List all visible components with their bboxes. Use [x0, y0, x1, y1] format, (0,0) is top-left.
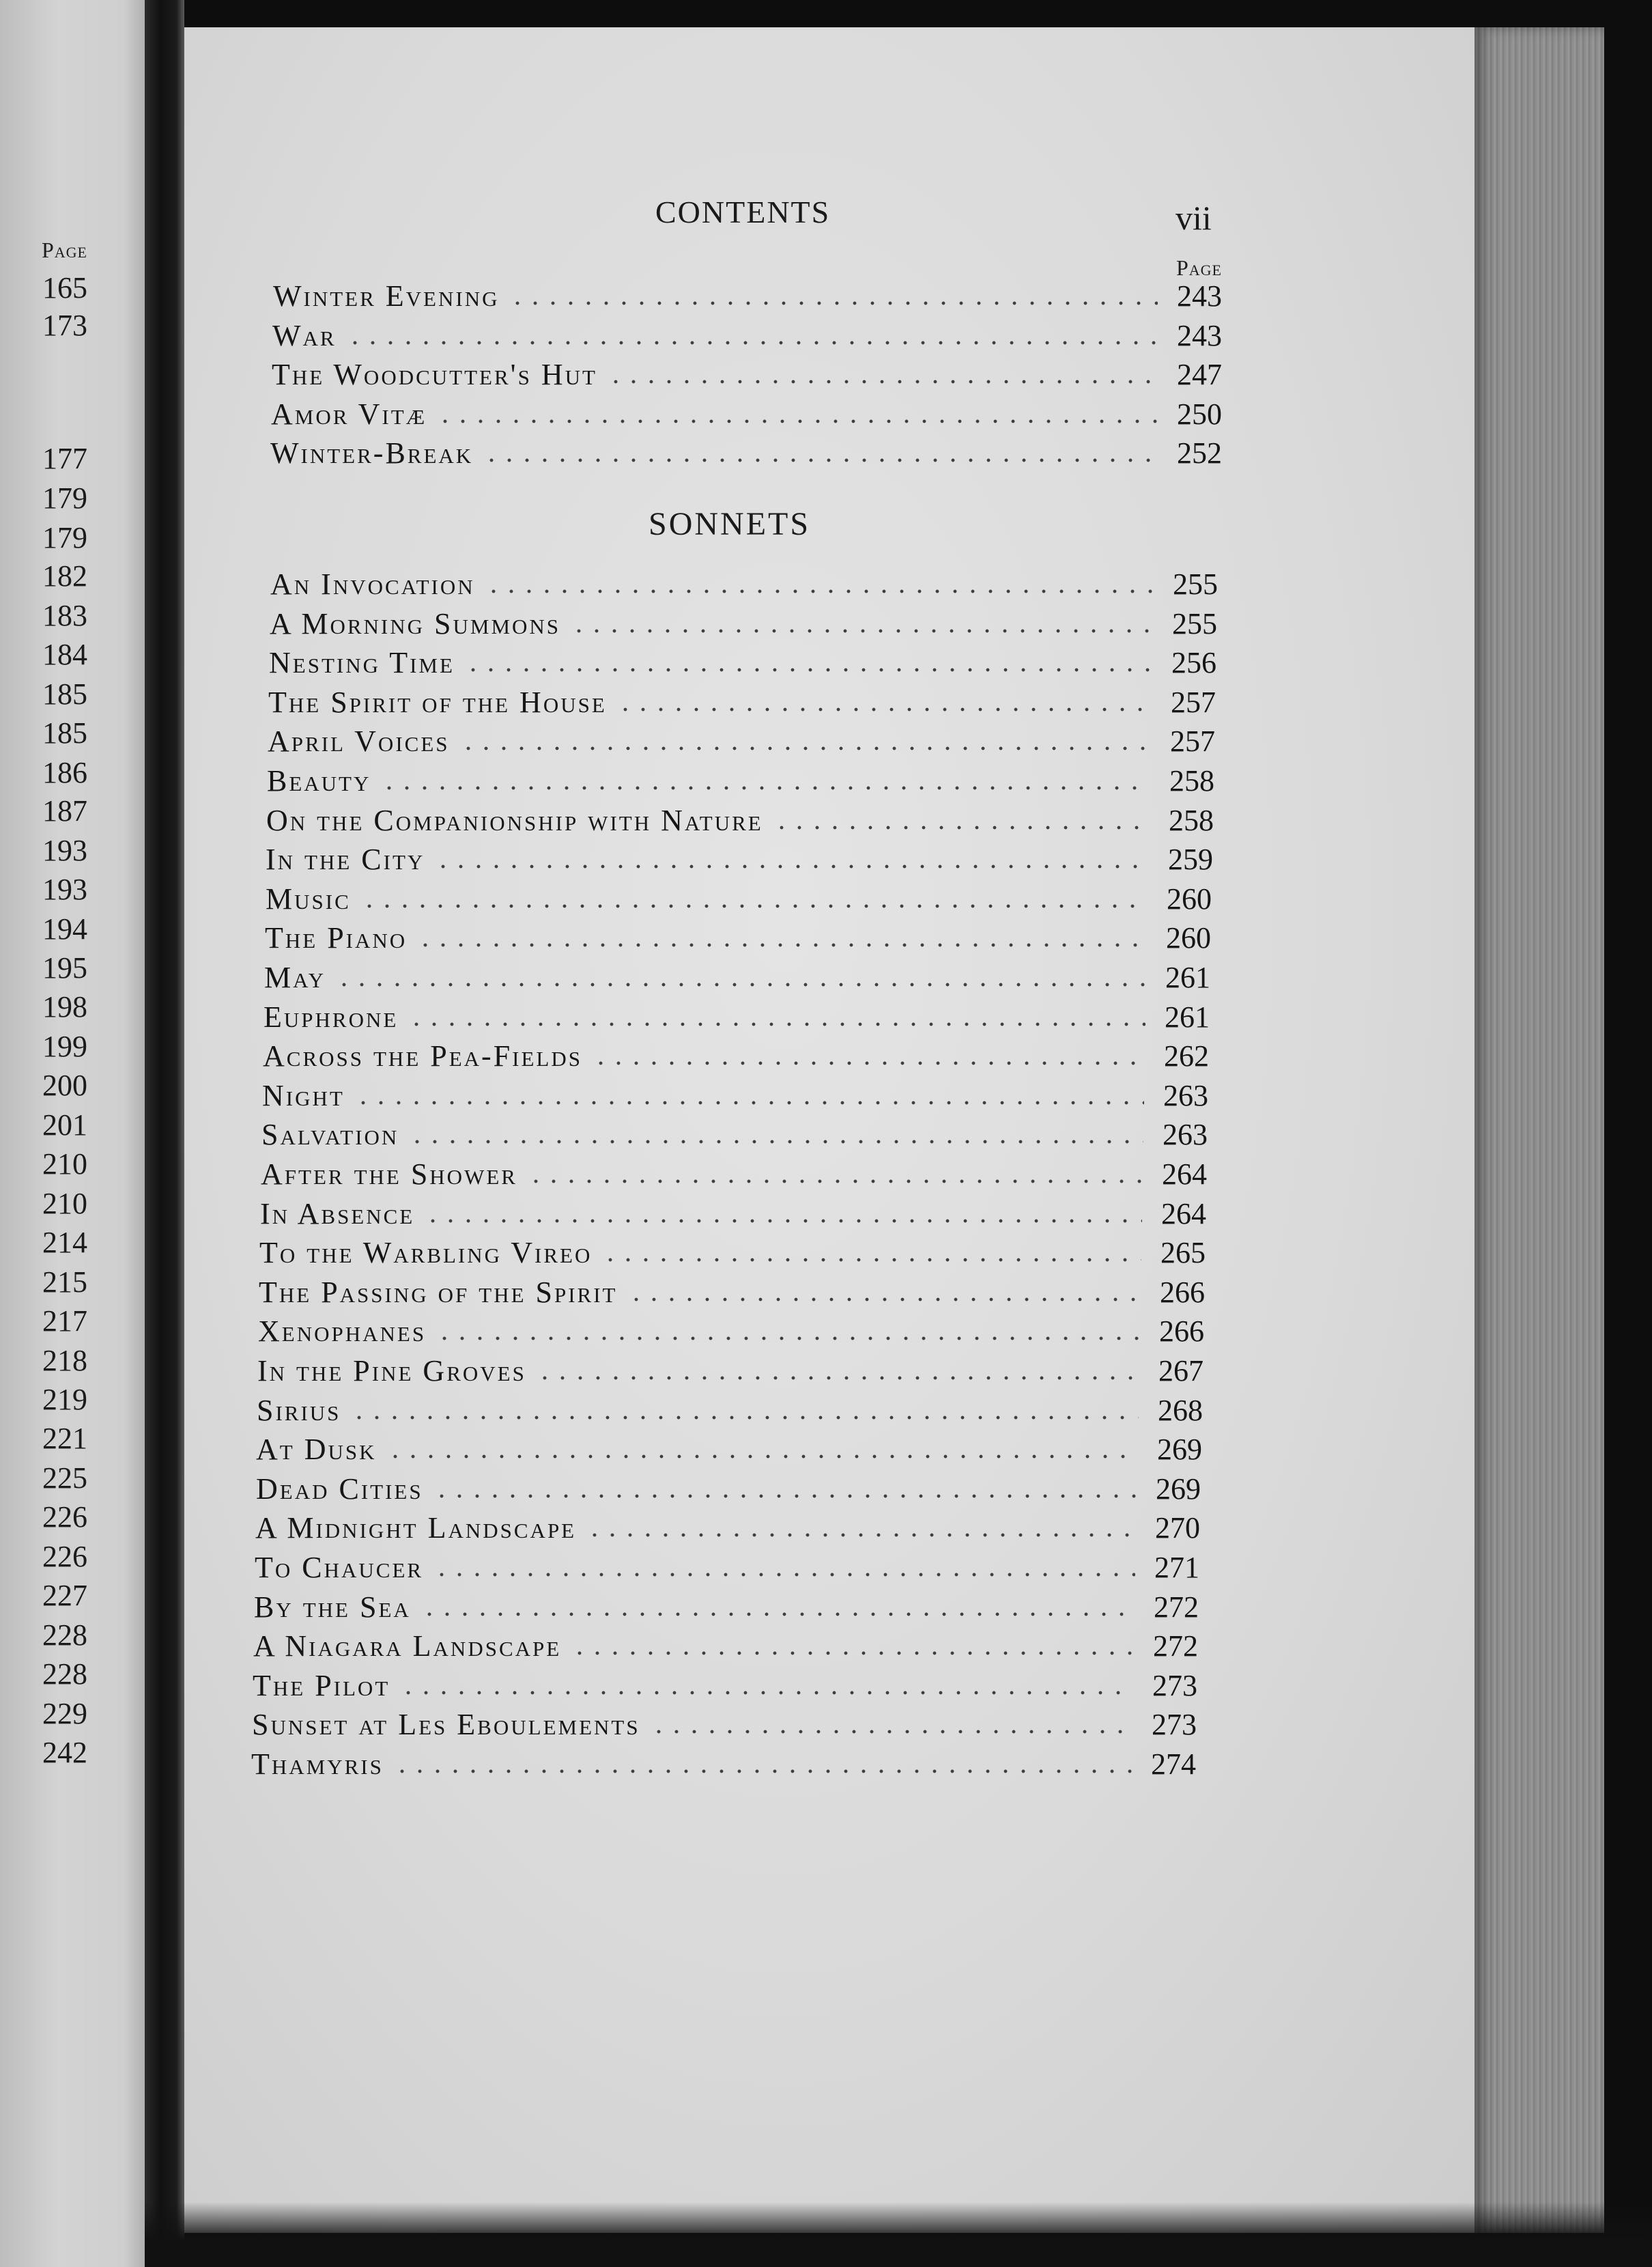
toc-entry-page: 243 [1177, 318, 1222, 352]
dot-leader [773, 825, 1150, 830]
toc-entry [255, 1543, 1199, 1583]
section-heading-sonnets: SONNETS [649, 506, 811, 542]
dot-leader [434, 864, 1149, 869]
left-page-number: 198 [42, 990, 87, 1024]
toc-entry [268, 678, 1216, 718]
toc-entry-page: 262 [1164, 1039, 1209, 1073]
toc-entry-title: Sunset at Les Eboulements [252, 1708, 640, 1742]
toc-entry-page: 257 [1170, 724, 1215, 759]
toc-entry-page: 269 [1157, 1433, 1202, 1467]
left-page-number: 184 [42, 638, 87, 671]
toc-entry [270, 429, 1222, 468]
left-page-number: 226 [42, 1500, 87, 1534]
toc-entry-page: 243 [1177, 279, 1222, 313]
toc-entry-page: 259 [1168, 843, 1213, 877]
toc-entry-page: 261 [1165, 961, 1210, 994]
toc-entry-title: The Piano [265, 921, 408, 955]
left-page-number: 195 [42, 951, 87, 985]
toc-entry-title: The Woodcutter's Hut [272, 358, 597, 391]
left-page-number: 165 [42, 271, 87, 305]
toc-entry-title: An Invocation [270, 567, 475, 601]
toc-entry-title: In Absence [260, 1196, 415, 1230]
left-page-number: 199 [42, 1030, 87, 1063]
toc-entry [261, 1110, 1208, 1150]
toc-entry-title: May [264, 961, 326, 994]
dot-leader [571, 1650, 1134, 1656]
toc-entry-page: 268 [1158, 1393, 1203, 1427]
toc-entry [271, 390, 1222, 430]
page-column-label: Page [1176, 255, 1222, 280]
toc-entry-page: 272 [1154, 1590, 1199, 1624]
toc-entry-page: 263 [1163, 1118, 1208, 1152]
toc-entry-title: Beauty [267, 764, 371, 798]
dot-leader [536, 1375, 1139, 1381]
toc-entry [257, 1386, 1203, 1426]
left-page-number: 194 [42, 912, 87, 946]
toc-entry-title: Euphrone [264, 1000, 399, 1034]
dot-leader [386, 1454, 1138, 1459]
toc-entry [256, 1465, 1201, 1504]
left-page-number: 228 [42, 1657, 87, 1691]
book-gutter [145, 0, 184, 2267]
left-page-number: 179 [42, 521, 87, 554]
toc-entry-title: Dead Cities [256, 1472, 423, 1506]
left-page-number: 200 [42, 1069, 87, 1102]
toc-entry [251, 1740, 1196, 1779]
left-page-number: 210 [42, 1187, 87, 1220]
toc-entry [256, 1425, 1202, 1465]
dot-leader [335, 982, 1146, 987]
toc-entry [268, 717, 1215, 757]
toc-entry-title: To the Warbling Vireo [259, 1236, 593, 1270]
toc-entry-page: 264 [1162, 1157, 1207, 1191]
toc-entry-title: A Midnight Landscape [255, 1511, 577, 1545]
left-page-number: 214 [42, 1226, 87, 1259]
page-edges [1475, 27, 1604, 2233]
left-page-label: Page [41, 238, 87, 262]
toc-entry [264, 953, 1210, 993]
toc-entry-title: Thamyris [251, 1747, 384, 1781]
left-page-number: 185 [42, 677, 87, 711]
toc-entry-page: 252 [1177, 436, 1222, 470]
toc-entry-page: 257 [1171, 685, 1216, 719]
toc-entry [269, 638, 1216, 678]
toc-entry [272, 311, 1222, 351]
toc-entry-title: In the Pine Groves [257, 1354, 526, 1388]
dot-leader [616, 707, 1152, 712]
left-page-number: 179 [42, 481, 87, 515]
dot-leader [433, 1572, 1135, 1577]
toc-entry [254, 1583, 1199, 1622]
toc-entry-page: 264 [1161, 1196, 1206, 1230]
toc-entry [257, 1347, 1204, 1386]
toc-entry [273, 272, 1222, 311]
left-page-number: 229 [42, 1697, 87, 1730]
toc-entry-page: 247 [1177, 358, 1222, 391]
dot-leader [408, 1139, 1143, 1144]
toc-entry-page: 260 [1167, 882, 1212, 916]
toc-entry-page: 266 [1160, 1275, 1205, 1309]
dot-leader [601, 1257, 1141, 1263]
left-page-number: 183 [42, 599, 87, 632]
dot-leader [509, 300, 1158, 306]
dot-leader [436, 419, 1158, 424]
left-page-number: 217 [42, 1304, 87, 1338]
dot-leader [436, 1336, 1140, 1341]
dot-leader [485, 589, 1154, 594]
toc-entry-page: 267 [1158, 1354, 1204, 1388]
dot-leader [483, 457, 1158, 463]
toc-entry-title: In the City [266, 843, 425, 877]
left-page-number: 193 [42, 873, 87, 906]
dot-leader [408, 1022, 1145, 1027]
dot-leader [592, 1060, 1145, 1066]
left-page-number: 226 [42, 1540, 87, 1573]
dot-leader [350, 1415, 1139, 1420]
toc-entry-page: 274 [1151, 1747, 1196, 1781]
left-page-number: 210 [42, 1147, 87, 1181]
toc-entry-title: A Niagara Landscape [253, 1629, 562, 1663]
toc-entry [258, 1307, 1204, 1347]
dot-leader [360, 903, 1148, 909]
running-head: CONTENTS [655, 195, 831, 229]
toc-entry-page: 265 [1160, 1236, 1206, 1270]
left-page-number: 219 [42, 1383, 87, 1416]
toc-entry-page: 260 [1166, 921, 1211, 955]
toc-entry [264, 993, 1210, 1032]
dot-leader [346, 340, 1158, 346]
toc-entry-page: 256 [1171, 646, 1216, 680]
toc-entry [266, 875, 1212, 914]
toc-entry-title: Winter-Break [270, 436, 474, 470]
toc-entry [270, 600, 1217, 639]
toc-entry-page: 273 [1152, 1668, 1197, 1702]
toc-entry-title: Night [262, 1078, 345, 1112]
left-page-number: 227 [42, 1579, 87, 1612]
dot-leader [433, 1493, 1137, 1499]
toc-entry [253, 1622, 1198, 1661]
toc-entry-title: Across the Pea-Fields [263, 1039, 582, 1073]
toc-entry [270, 560, 1218, 600]
toc-entry-page: 272 [1153, 1629, 1198, 1663]
dot-leader [650, 1729, 1133, 1734]
toc-entry [265, 914, 1211, 953]
toc-entry-page: 273 [1152, 1708, 1197, 1742]
toc-entry-page: 261 [1165, 1000, 1210, 1034]
dot-leader [424, 1218, 1142, 1224]
dot-leader [627, 1297, 1141, 1302]
left-page-number: 215 [42, 1265, 87, 1299]
dot-leader [354, 1100, 1144, 1106]
left-page-number: 177 [42, 442, 87, 475]
dot-leader [421, 1611, 1135, 1617]
toc-entry-title: By the Sea [254, 1590, 411, 1624]
toc-entry-page: 271 [1154, 1551, 1199, 1584]
toc-entry [260, 1189, 1206, 1229]
dot-leader [416, 942, 1147, 948]
left-page-number: 225 [42, 1461, 87, 1495]
left-page-number: 242 [42, 1736, 87, 1769]
dot-leader [459, 746, 1152, 751]
toc-entry-title: War [272, 318, 337, 352]
toc-entry-title: The Spirit of the House [268, 685, 607, 719]
toc-entry-page: 258 [1169, 803, 1214, 837]
toc-entry-page: 270 [1155, 1511, 1200, 1545]
toc-entry-title: After the Shower [261, 1157, 517, 1191]
toc-entry [267, 757, 1214, 796]
dot-leader [399, 1690, 1133, 1695]
toc-entry-title: Nesting Time [269, 646, 455, 680]
left-page-number: 218 [42, 1344, 87, 1377]
toc-entry [266, 796, 1214, 836]
toc-entry-title: Music [266, 882, 351, 916]
toc-entry-title: At Dusk [256, 1433, 377, 1467]
dot-leader [380, 785, 1150, 791]
toc-entry-title: To Chaucer [255, 1551, 424, 1584]
toc-entry [259, 1268, 1205, 1308]
toc-entry-page: 255 [1172, 606, 1217, 640]
toc-entry-page: 258 [1169, 764, 1214, 798]
toc-entry-title: The Pilot [253, 1668, 390, 1702]
toc-entry-title: Sirius [257, 1393, 341, 1427]
toc-entry [266, 835, 1213, 875]
scan-shadow [145, 2202, 1652, 2267]
toc-entry-title: A Morning Summons [270, 606, 561, 640]
toc-entry-title: Xenophanes [258, 1314, 427, 1349]
left-page-number: 173 [42, 309, 87, 342]
page-folio: vii [1176, 199, 1212, 237]
toc-entry [252, 1700, 1197, 1740]
toc-entry-page: 263 [1163, 1078, 1208, 1112]
toc-entry [262, 1071, 1208, 1111]
left-page-number: 185 [42, 716, 87, 750]
toc-entry [263, 1032, 1209, 1071]
left-page-number: 187 [42, 794, 87, 828]
toc-entry-page: 266 [1159, 1314, 1204, 1349]
toc-entry [261, 1150, 1207, 1189]
toc-entry-title: On the Companionship with Nature [266, 803, 763, 837]
toc-entry-page: 269 [1156, 1472, 1201, 1506]
toc-entry-title: April Voices [268, 724, 450, 759]
left-page-number: 221 [42, 1422, 87, 1455]
toc-entry-title: Salvation [261, 1118, 399, 1152]
toc-entry-page: 250 [1177, 397, 1222, 431]
toc-entry-title: Amor Vitæ [271, 397, 427, 431]
left-page-number: 186 [42, 756, 87, 789]
dot-leader [464, 667, 1152, 673]
left-page-number: 228 [42, 1618, 87, 1652]
toc-entry-page: 255 [1173, 567, 1218, 601]
dot-leader [607, 379, 1158, 384]
toc-entry-title: The Passing of the Spirit [259, 1275, 618, 1309]
toc-entry [259, 1228, 1206, 1268]
toc-entry [253, 1661, 1197, 1701]
dot-leader [393, 1769, 1132, 1774]
dot-leader [527, 1179, 1143, 1184]
toc-entry [255, 1504, 1200, 1543]
toc-entry [272, 350, 1222, 390]
left-page-number: 193 [42, 834, 87, 867]
dot-leader [570, 628, 1153, 634]
toc-entry-title: Winter Evening [273, 279, 500, 313]
left-page-number: 182 [42, 559, 87, 593]
dot-leader [586, 1532, 1136, 1538]
left-page-number: 201 [42, 1108, 87, 1142]
